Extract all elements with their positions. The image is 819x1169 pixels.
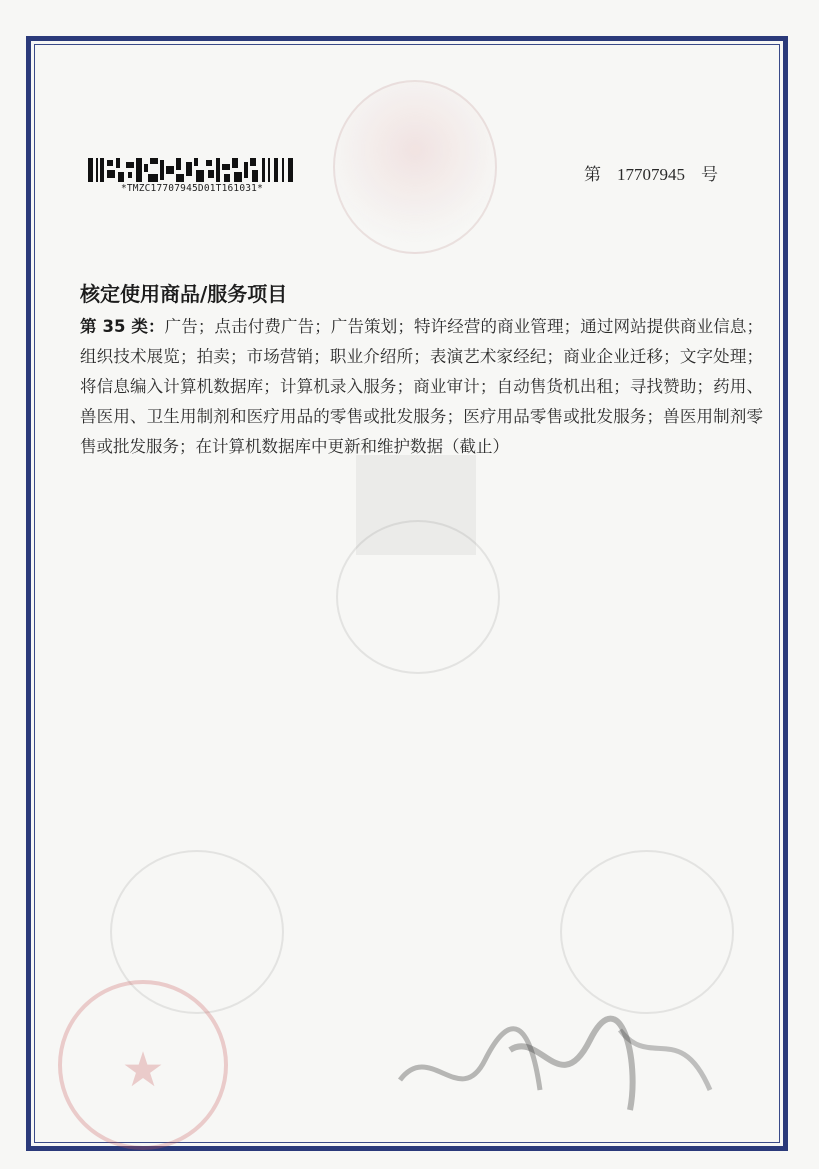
barcode — [88, 158, 296, 198]
registration-suffix: 号 — [701, 165, 718, 185]
registration-prefix: 第 — [584, 165, 601, 185]
section-heading: 核定使用商品/服务项目 — [80, 282, 288, 306]
seal-star-icon: ★ — [121, 1042, 165, 1098]
bleed-through-area — [356, 455, 476, 555]
class-label: 第 35 类： — [80, 317, 165, 336]
registration-number — [584, 160, 718, 185]
national-emblem-watermark — [333, 80, 497, 254]
goods-services-list — [80, 312, 763, 462]
emblem-watermark — [560, 850, 734, 1014]
barcode-graphic — [88, 158, 296, 182]
class-items: 广告；点击付费广告；广告策划；特许经营的商业管理；通过网站提供商业信息；组织技术展览；拍卖；市场营销；职业介绍所；表演艺术家经纪；商业企业迁移；文字处理；将信息编入计算机数据库；计算机录入服务；商业审计；自动售货机出租；寻找赞助；药用、兽医用、卫生用制剂和医疗用品的零售或批发服务；医疗用品零售或批发服务；兽医用制剂零售或批发服务；在计算机数据库中更新和维护数据（截止） — [80, 317, 764, 456]
barcode-number: *TMZC17707945D01T161031* — [120, 183, 264, 194]
signature-watermark — [390, 1000, 720, 1130]
registration-number-value: 17707945 — [617, 165, 685, 184]
